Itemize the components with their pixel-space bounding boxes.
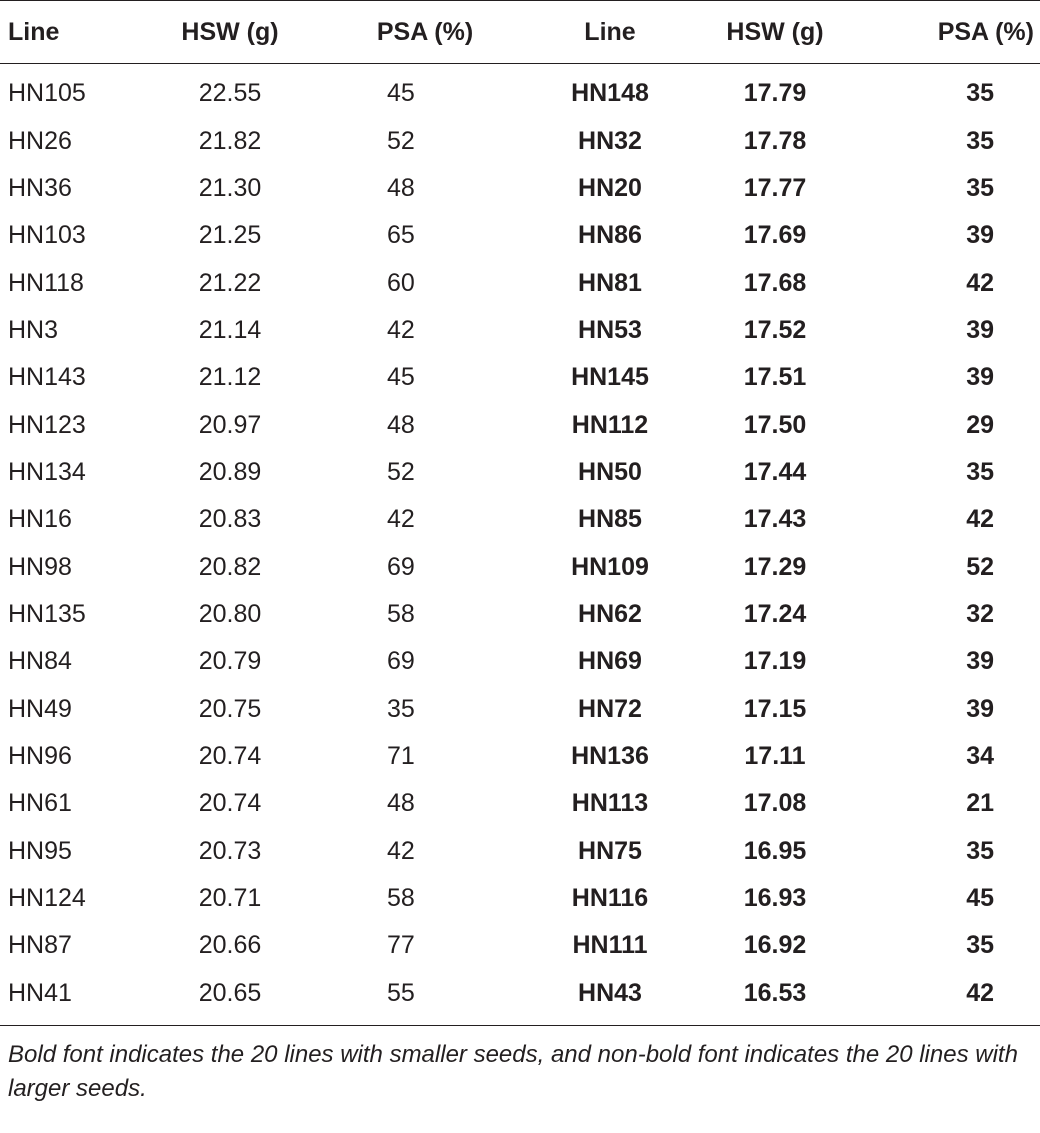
cell-psa-small: 21 <box>966 789 994 818</box>
table-row <box>0 733 1040 780</box>
cell-hsw-large: 21.82 <box>198 126 262 155</box>
cell-line-large: HN98 <box>8 552 72 581</box>
table-row <box>0 970 1040 1025</box>
cell-psa-large: 58 <box>387 599 415 628</box>
header-line-large: Line <box>0 1 150 64</box>
cell-psa-large: 48 <box>387 173 415 202</box>
cell-psa-small: 42 <box>966 268 994 297</box>
cell-psa-large: 55 <box>387 978 415 1007</box>
cell-psa-large: 45 <box>387 363 415 392</box>
cell-line-large: HN118 <box>8 268 84 297</box>
header-line-small: Line <box>540 1 680 64</box>
cell-line-large: HN41 <box>8 978 72 1007</box>
cell-line-large: HN95 <box>8 836 72 865</box>
cell-line-small: HN111 <box>572 931 648 960</box>
header-hsw-large: HSW (g) <box>150 1 310 64</box>
cell-line-large: HN135 <box>8 599 86 628</box>
table-row <box>0 212 1040 259</box>
cell-psa-large: 48 <box>387 410 415 439</box>
cell-line-large: HN103 <box>8 221 86 250</box>
cell-line-small: HN113 <box>571 789 649 818</box>
cell-line-small: HN50 <box>578 457 642 486</box>
cell-line-small: HN145 <box>571 363 649 392</box>
cell-line-large: HN143 <box>8 363 86 392</box>
cell-line-small: HN86 <box>578 221 642 250</box>
table-row <box>0 165 1040 212</box>
cell-psa-large: 52 <box>387 126 415 155</box>
table-row <box>0 875 1040 922</box>
cell-hsw-small: 17.24 <box>743 599 807 628</box>
cell-line-large: HN96 <box>8 741 72 770</box>
table-row <box>0 685 1040 732</box>
cell-psa-large: 42 <box>387 315 415 344</box>
cell-hsw-large: 20.66 <box>198 931 262 960</box>
cell-line-small: HN136 <box>571 741 649 770</box>
table-row <box>0 496 1040 543</box>
cell-psa-small: 45 <box>966 884 994 913</box>
header-psa-large: PSA (%) <box>310 1 540 64</box>
cell-line-small: HN53 <box>578 315 642 344</box>
cell-line-small: HN43 <box>578 978 642 1007</box>
cell-hsw-small: 17.11 <box>744 741 806 770</box>
cell-hsw-large: 21.12 <box>198 363 262 392</box>
cell-line-small: HN109 <box>571 552 649 581</box>
cell-hsw-large: 20.73 <box>198 836 262 865</box>
cell-hsw-small: 17.51 <box>743 363 807 392</box>
cell-hsw-large: 20.97 <box>198 410 262 439</box>
cell-hsw-large: 20.65 <box>198 978 262 1007</box>
cell-line-small: HN69 <box>578 647 642 676</box>
cell-hsw-small: 17.79 <box>743 79 807 108</box>
cell-psa-large: 52 <box>387 457 415 486</box>
cell-line-small: HN85 <box>578 505 642 534</box>
cell-hsw-small: 17.44 <box>743 457 807 486</box>
cell-hsw-large: 20.71 <box>198 884 262 913</box>
cell-hsw-large: 20.75 <box>198 694 262 723</box>
cell-psa-small: 39 <box>966 363 994 392</box>
cell-hsw-small: 16.92 <box>743 931 807 960</box>
cell-psa-large: 48 <box>387 789 415 818</box>
cell-psa-large: 71 <box>387 741 415 770</box>
cell-psa-large: 35 <box>387 694 415 723</box>
cell-hsw-small: 17.69 <box>743 221 807 250</box>
cell-psa-small: 52 <box>966 552 994 581</box>
cell-psa-large: 77 <box>387 931 415 960</box>
cell-hsw-small: 17.52 <box>743 315 807 344</box>
cell-psa-small: 42 <box>966 505 994 534</box>
cell-line-large: HN105 <box>8 79 86 108</box>
cell-psa-small: 35 <box>966 126 994 155</box>
table-row <box>0 922 1040 969</box>
cell-line-large: HN124 <box>8 884 86 913</box>
cell-hsw-large: 20.79 <box>198 647 262 676</box>
table-row <box>0 307 1040 354</box>
cell-psa-large: 42 <box>387 505 415 534</box>
cell-hsw-small: 17.43 <box>743 505 807 534</box>
cell-psa-large: 58 <box>387 884 415 913</box>
cell-hsw-large: 21.14 <box>198 315 262 344</box>
table-row <box>0 117 1040 164</box>
header-hsw-small: HSW (g) <box>680 1 870 64</box>
cell-line-small: HN62 <box>578 599 642 628</box>
table-row <box>0 543 1040 590</box>
cell-psa-small: 35 <box>966 931 994 960</box>
table-footnote: Bold font indicates the 20 lines with smaller seeds, and non-bold font indicates the 20 lines with larger seeds. <box>8 1040 1018 1102</box>
cell-line-large: HN3 <box>8 315 59 344</box>
cell-hsw-small: 16.53 <box>743 978 807 1007</box>
cell-hsw-small: 16.95 <box>743 836 807 865</box>
table-header <box>0 1 1040 64</box>
table-row <box>0 64 1040 118</box>
cell-line-small: HN81 <box>578 268 642 297</box>
cell-line-small: HN116 <box>571 884 649 913</box>
cell-psa-small: 35 <box>966 457 994 486</box>
cell-psa-small: 39 <box>966 694 994 723</box>
cell-line-small: HN148 <box>571 79 649 108</box>
cell-line-large: HN87 <box>8 931 72 960</box>
cell-line-small: HN32 <box>578 126 642 155</box>
cell-psa-large: 65 <box>387 221 415 250</box>
cell-hsw-small: 17.68 <box>743 268 807 297</box>
cell-psa-large: 42 <box>387 836 415 865</box>
cell-line-large: HN26 <box>8 126 72 155</box>
cell-psa-large: 69 <box>387 552 415 581</box>
header-row <box>0 1 1040 64</box>
cell-line-large: HN16 <box>8 505 72 534</box>
cell-hsw-small: 17.77 <box>743 173 807 202</box>
table-row <box>0 401 1040 448</box>
cell-line-small: HN75 <box>578 836 642 865</box>
cell-hsw-large: 20.83 <box>198 505 262 534</box>
cell-psa-small: 39 <box>966 315 994 344</box>
table-row <box>0 780 1040 827</box>
cell-hsw-small: 17.15 <box>743 694 807 723</box>
cell-psa-small: 34 <box>966 741 994 770</box>
table-body <box>0 64 1040 1025</box>
cell-psa-small: 32 <box>966 599 994 628</box>
cell-psa-small: 39 <box>966 221 994 250</box>
table-row <box>0 354 1040 401</box>
table-row <box>0 591 1040 638</box>
cell-psa-small: 39 <box>966 647 994 676</box>
cell-psa-large: 60 <box>387 268 415 297</box>
cell-line-small: HN72 <box>578 694 642 723</box>
cell-hsw-small: 17.08 <box>743 789 807 818</box>
cell-hsw-small: 17.78 <box>743 126 807 155</box>
cell-hsw-small: 16.93 <box>743 884 807 913</box>
cell-line-large: HN84 <box>8 647 72 676</box>
cell-hsw-large: 22.55 <box>198 79 262 108</box>
cell-line-large: HN123 <box>8 410 86 439</box>
cell-hsw-small: 17.50 <box>743 410 807 439</box>
cell-line-small: HN20 <box>578 173 642 202</box>
cell-hsw-large: 20.82 <box>198 552 262 581</box>
cell-hsw-large: 20.89 <box>198 457 262 486</box>
cell-line-large: HN134 <box>8 457 86 486</box>
cell-psa-large: 45 <box>387 79 415 108</box>
cell-line-large: HN36 <box>8 173 72 202</box>
cell-line-large: HN49 <box>8 694 72 723</box>
cell-hsw-large: 20.80 <box>198 599 262 628</box>
table-row <box>0 638 1040 685</box>
table-row <box>0 259 1040 306</box>
table-row <box>0 449 1040 496</box>
header-psa-small: PSA (%) <box>870 1 1040 64</box>
cell-line-large: HN61 <box>8 789 72 818</box>
table-row <box>0 828 1040 875</box>
cell-psa-small: 35 <box>966 79 994 108</box>
cell-psa-small: 35 <box>966 836 994 865</box>
cell-hsw-large: 20.74 <box>198 741 262 770</box>
cell-line-small: HN112 <box>571 410 649 439</box>
cell-hsw-large: 21.25 <box>198 221 262 250</box>
cell-hsw-large: 21.22 <box>198 268 262 297</box>
cell-psa-large: 69 <box>387 647 415 676</box>
cell-psa-small: 29 <box>966 410 994 439</box>
cell-hsw-small: 17.29 <box>743 552 807 581</box>
cell-psa-small: 42 <box>966 978 994 1007</box>
cell-hsw-large: 20.74 <box>198 789 262 818</box>
cell-hsw-small: 17.19 <box>743 647 807 676</box>
cell-hsw-large: 21.30 <box>198 173 262 202</box>
cell-psa-small: 35 <box>966 173 994 202</box>
